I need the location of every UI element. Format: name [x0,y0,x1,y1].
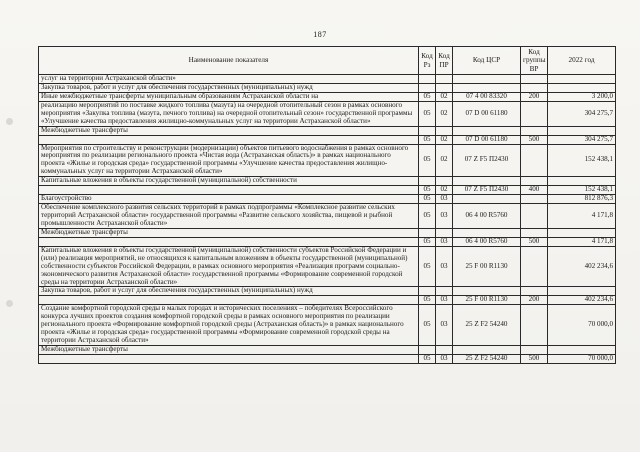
cell-csr: 07 Z F5 П2430 [453,186,521,195]
cell-pr: 02 [436,92,453,101]
cell-name: Благоустройство [39,195,419,204]
cell-sum: 402 234,6 [548,296,616,305]
cell-name: Иные межбюджетные трансферты муниципальным образованиям Астраханской области на [39,92,419,101]
cell-rz [419,287,436,296]
cell-csr: 06 4 00 R5760 [453,204,521,229]
cell-sum [548,177,616,186]
cell-vr [521,177,548,186]
cell-sum [548,75,616,84]
cell-pr: 03 [436,296,453,305]
table-row [39,92,616,101]
cell-rz: 05 [419,144,436,177]
cell-sum: 812 876,3 [548,195,616,204]
cell-pr: 02 [436,101,453,126]
binder-hole [6,300,13,307]
table-row [39,195,616,204]
cell-name: Капитальные вложения в объекты государственной (муниципальной) собственности [39,177,419,186]
header-vr: Код группы ВР [521,47,548,75]
table-row [39,237,616,246]
cell-csr [453,287,521,296]
cell-pr [436,287,453,296]
cell-csr [453,83,521,92]
table-row [39,75,616,84]
cell-sum [548,126,616,135]
table-row [39,177,616,186]
table-row [39,346,616,355]
cell-rz [419,346,436,355]
cell-csr [453,75,521,84]
cell-csr: 07 4 00 83320 [453,92,521,101]
table-row [39,305,616,346]
cell-rz: 05 [419,101,436,126]
cell-sum [548,83,616,92]
cell-pr [436,346,453,355]
cell-rz: 05 [419,195,436,204]
cell-vr: 200 [521,296,548,305]
header-rz: Код Рз [419,47,436,75]
cell-sum: 4 171,8 [548,204,616,229]
cell-csr [453,126,521,135]
cell-rz: 05 [419,296,436,305]
cell-csr: 07 D 00 61180 [453,101,521,126]
cell-csr: 25 F 00 R1130 [453,246,521,287]
cell-sum: 304 275,7 [548,101,616,126]
cell-name: Закупка товаров, работ и услуг для обеспечения государственных (муниципальных) нужд [39,83,419,92]
cell-vr: 500 [521,135,548,144]
cell-sum: 402 234,6 [548,246,616,287]
cell-name [39,186,419,195]
cell-vr [521,246,548,287]
cell-vr [521,195,548,204]
cell-pr: 02 [436,135,453,144]
cell-vr [521,101,548,126]
cell-vr [521,204,548,229]
cell-csr: 07 Z F5 П2430 [453,144,521,177]
cell-csr: 25 Z F2 54240 [453,354,521,363]
cell-vr [521,75,548,84]
cell-sum: 304 275,7 [548,135,616,144]
cell-vr [521,126,548,135]
cell-pr: 03 [436,195,453,204]
cell-name: Закупка товаров, работ и услуг для обеспечения государственных (муниципальных) нужд [39,287,419,296]
cell-rz: 05 [419,237,436,246]
cell-rz [419,83,436,92]
cell-pr: 02 [436,144,453,177]
cell-sum: 152 438,1 [548,144,616,177]
header-pr: Код ПР [436,47,453,75]
cell-name: Межбюджетные трансферты [39,228,419,237]
page-number: 187 [313,30,327,39]
cell-rz: 05 [419,186,436,195]
table-row [39,101,616,126]
cell-name: Обеспечение комплексного развития сельских территорий в рамках подпрограммы «Комплексное развитие сельских территорий Астраханской области» государственной программы «Развитие сельского хозяйства, пищевой и рыбной промышленности Астраханской области» [39,204,419,229]
cell-vr [521,83,548,92]
cell-name [39,135,419,144]
cell-csr [453,228,521,237]
cell-csr: 06 4 00 R5760 [453,237,521,246]
cell-vr: 400 [521,186,548,195]
header-name: Наименование показателя [39,47,419,75]
cell-vr [521,144,548,177]
cell-name: Капитальные вложения в объекты государственной (муниципальной) собственности субъектов Российской Федерации и (или) реализация мероприятий, не относящихся к капитальным вложениям в объекты государственной (муниципальной) собственности субъектов Российской Федерации, в рамках основного мероприятия «Реализация программ социально-экономического развития Астраханской области» государственной программы «Формирование современной городской среды на территории Астраханской области» [39,246,419,287]
cell-vr [521,346,548,355]
cell-pr [436,228,453,237]
cell-csr: 07 D 00 61180 [453,135,521,144]
cell-vr [521,305,548,346]
table-header-row [39,47,616,75]
cell-pr [436,126,453,135]
table-row [39,287,616,296]
cell-rz [419,228,436,237]
cell-pr [436,177,453,186]
cell-csr [453,195,521,204]
table-row [39,296,616,305]
cell-rz: 05 [419,92,436,101]
cell-pr [436,83,453,92]
cell-rz: 05 [419,204,436,229]
header-year: 2022 год [548,47,616,75]
table-row [39,135,616,144]
cell-pr: 03 [436,204,453,229]
cell-rz [419,177,436,186]
table-row [39,246,616,287]
cell-vr [521,228,548,237]
budget-table [38,46,616,364]
cell-sum: 70 000,0 [548,305,616,346]
cell-csr: 25 Z F2 54240 [453,305,521,346]
cell-name [39,354,419,363]
cell-vr: 200 [521,92,548,101]
header-csr: Код ЦСР [453,47,521,75]
cell-sum [548,287,616,296]
cell-rz: 05 [419,135,436,144]
cell-vr: 500 [521,237,548,246]
cell-name: услуг на территории Астраханской области» [39,75,419,84]
cell-sum: 3 200,0 [548,92,616,101]
cell-name [39,296,419,305]
table-row [39,144,616,177]
cell-pr: 02 [436,186,453,195]
cell-sum: 152 438,1 [548,186,616,195]
cell-vr: 500 [521,354,548,363]
table-row [39,83,616,92]
cell-pr: 03 [436,237,453,246]
cell-rz: 05 [419,354,436,363]
cell-pr: 03 [436,305,453,346]
cell-name: Мероприятия по строительству и реконструкции (модернизации) объектов питьевого водоснабжения в рамках основного мероприятия по реализации регионального проекта «Чистая вода (Астраханская область)» в рамках национального проекта «Жилье и городская среда» государственной программы «Улучшение качества предоставления жилищно-коммунальных услуг на территории Астраханской области» [39,144,419,177]
table-row [39,228,616,237]
cell-rz [419,126,436,135]
table-row [39,354,616,363]
cell-name: реализацию мероприятий по поставке жидкого топлива (мазута) на очередной отопительный сезон в рамках основного мероприятия «Закупка топлива (мазута, печного топлива) на очередной отопительный сезон» государственной программы «Улучшение качества предоставления жилищно-коммунальных услуг на территории Астраханской области» [39,101,419,126]
cell-vr [521,287,548,296]
cell-rz: 05 [419,246,436,287]
cell-pr: 03 [436,246,453,287]
binder-holes [6,0,16,452]
cell-name [39,237,419,246]
cell-rz: 05 [419,305,436,346]
cell-sum: 70 000,0 [548,354,616,363]
table-row [39,186,616,195]
table-row [39,126,616,135]
cell-name: Межбюджетные трансферты [39,346,419,355]
cell-name: Межбюджетные трансферты [39,126,419,135]
cell-sum [548,346,616,355]
cell-sum [548,228,616,237]
cell-pr: 03 [436,354,453,363]
cell-sum: 4 171,8 [548,237,616,246]
binder-hole [6,118,13,125]
cell-csr: 25 F 00 R1130 [453,296,521,305]
cell-name: Создание комфортной городской среды в малых городах и исторических поселениях – победителях Всероссийского конкурса лучших проектов создания комфортной городской среды в рамках основного мероприятия по реализации регионального проекта «Формирование комфортной городской среды (Астраханская область)» в рамках национального проекта «Жилье и городская среда» государственной программы «Формирование современной городской среды на территории Астраханской области» [39,305,419,346]
cell-rz [419,75,436,84]
cell-pr [436,75,453,84]
cell-csr [453,346,521,355]
cell-csr [453,177,521,186]
table-row [39,204,616,229]
